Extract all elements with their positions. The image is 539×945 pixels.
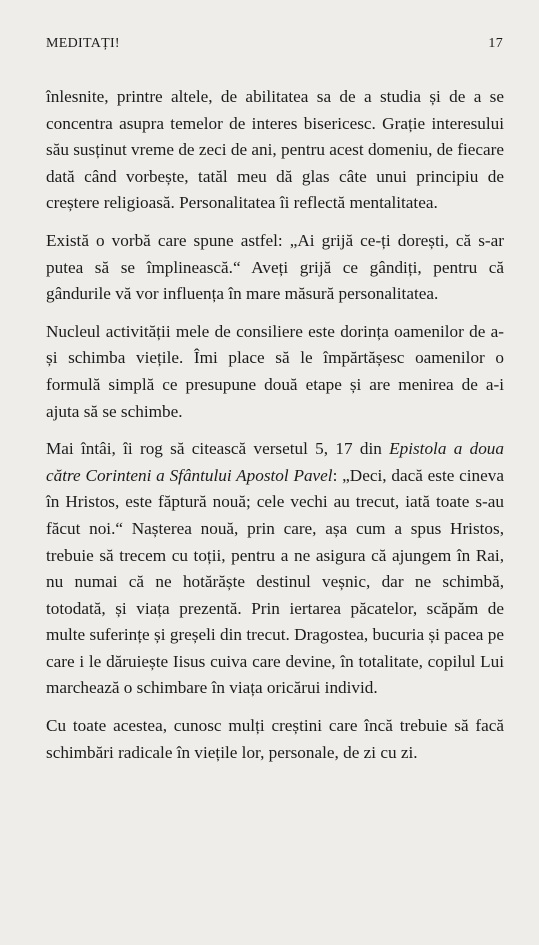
paragraph: Cu toate acestea, cunosc mulți creștini care încă trebuie să facă schimbări radicale în viețile lor, personale, de zi cu zi. xyxy=(46,716,504,762)
running-header xyxy=(46,36,503,56)
paragraph: înlesnite, printre altele, de abilitatea sa de a studia și de a se concentra asupra temelor de interes bisericesc. Grație interesului său susținut vreme de zeci de ani, pentru acest domeniu, de fiecare dată când vorbește, tatăl meu dă glas câte unui principiu de creștere religioasă. Personalitatea îi reflectă mentalitatea. xyxy=(46,87,504,213)
paragraph xyxy=(46,436,504,702)
paragraph: Există o vorbă care spune astfel: „Ai grijă ce-ți dorești, că s-ar putea să se împlinească.“ Aveți grijă ce gândiți, pentru că gândurile vă vor influența în mare măsură personalitatea. xyxy=(46,230,504,304)
chapter-title: MEDITAȚI! xyxy=(46,36,120,51)
paragraph: Nucleul activității mele de consiliere este dorința oamenilor de a-și schimba viețile. Îmi place să le împărtășesc oamenilor o formulă simplă ce presupune două etape și are menirea de a-i ajuta să se schimbe. xyxy=(46,321,504,421)
epistle-title: Epistola a doua către Corinteni a Sfântului Apostol Pavel xyxy=(46,439,504,485)
page-number: 17 xyxy=(488,36,503,51)
body-text xyxy=(46,84,504,777)
paragraph-text: : „Deci, dacă este cineva în Hristos, este făptură nouă; cele vechi au trecut, iată toate s-au făcut noi.“ Nașterea nouă, prin care, așa cum a spus Hristos, trebuie să trecem cu toții, pentru a ne asigura că ajungem în Rai, nu numai că ne hotărăște destinul veșnic, dar ne schimbă, totodată, și viața prezentă. Prin iertarea păcatelor, scăpăm de multe suferințe și greșeli din trecut. Dragostea, bucuria și pacea pe care i le dăruiește Iisus cuiva care devine, în totalitate, copilul Lui marchează o schimbare în viața oricărui individ. xyxy=(46,465,505,698)
paragraph-text: Mai întâi, îi rog să citească versetul 5, 17 din xyxy=(46,439,390,459)
